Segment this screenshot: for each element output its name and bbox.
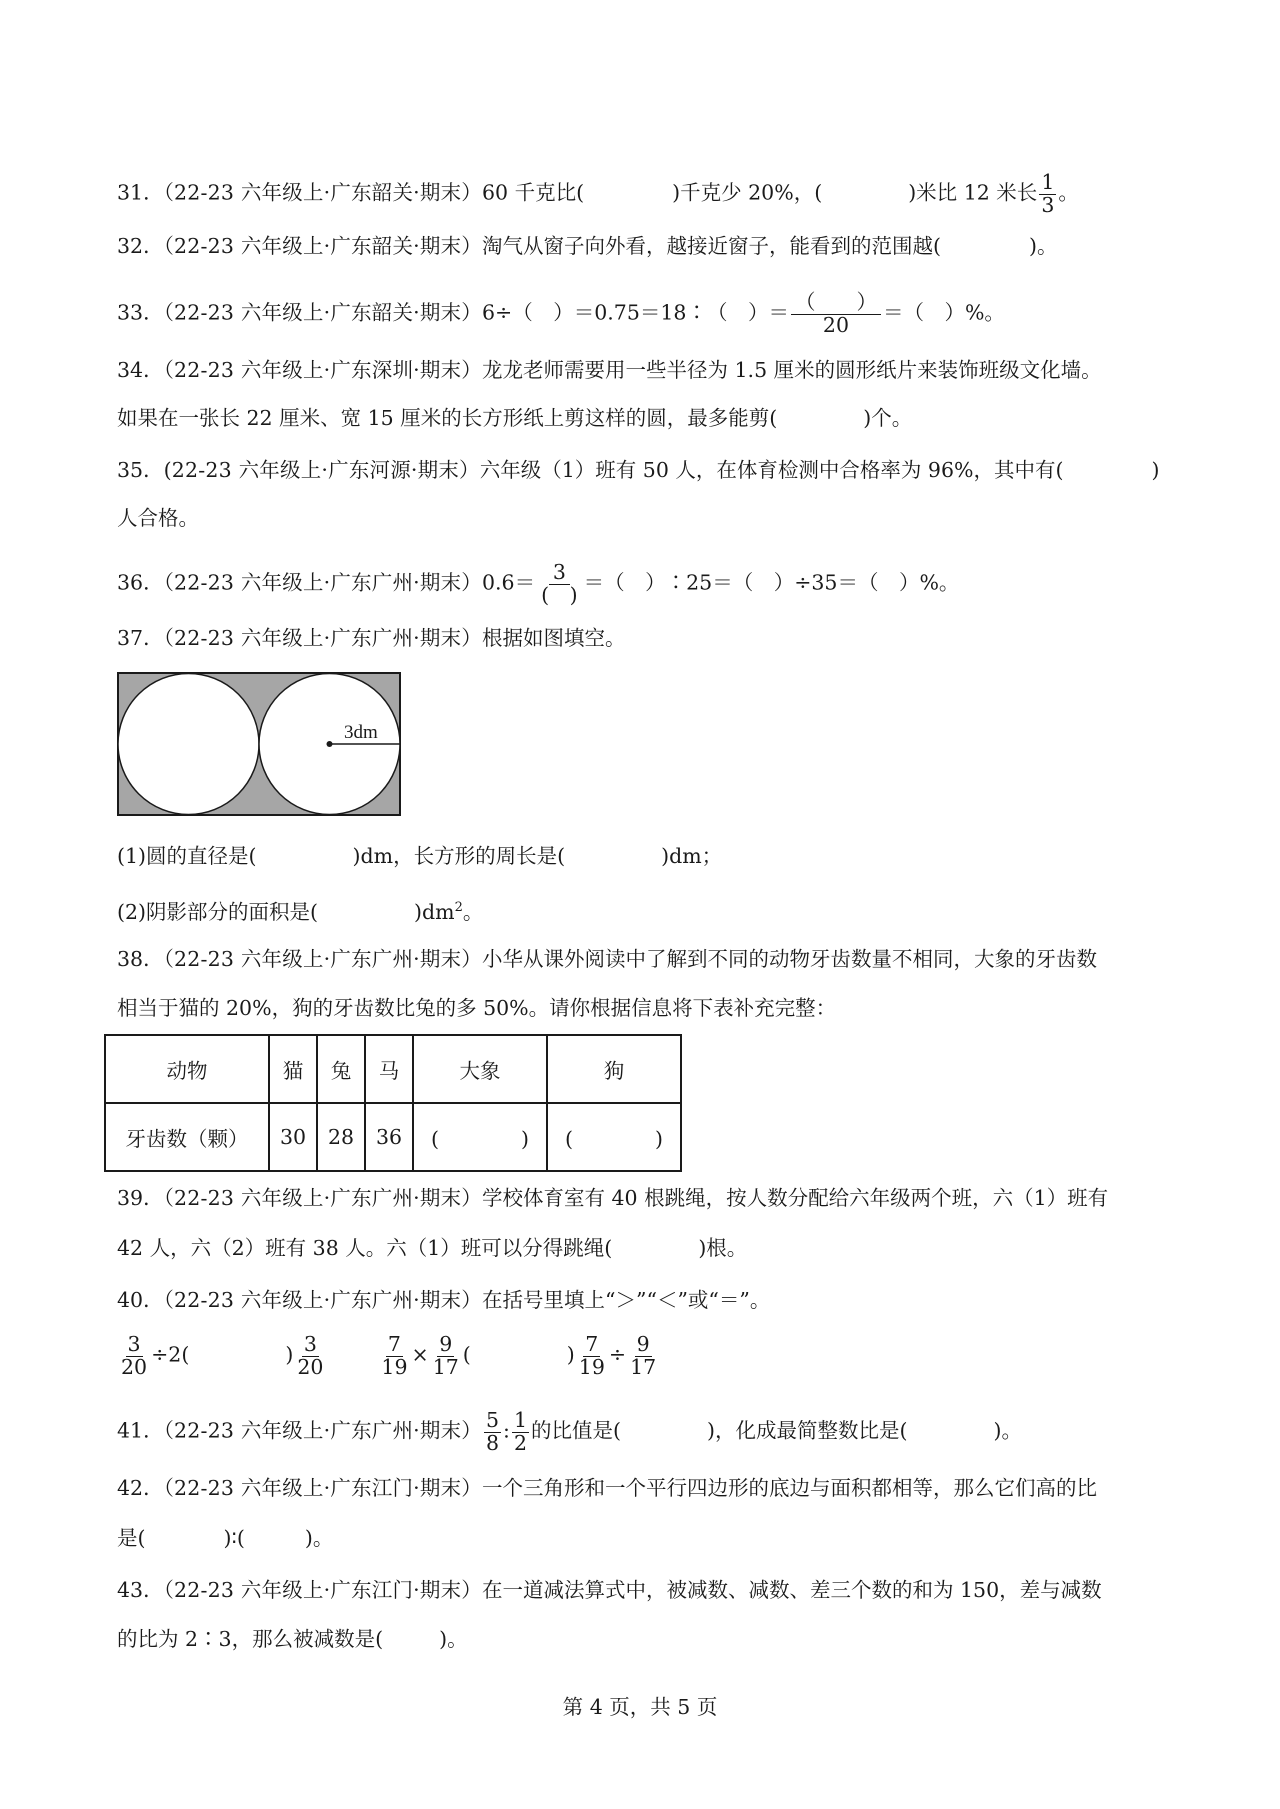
fraction-numerator: 9 [439,1332,453,1356]
question-text: 淘气从窗子向外看，越接近窗子，能看到的范围越( [482,234,941,258]
question-text: 在一道减法算式中，被减数、减数、差三个数的和为 150，差与减数 [482,1578,1102,1602]
expression-text: ÷2( [151,1342,190,1367]
question-source: （22-23 六年级上·广东广州·期末） [163,570,482,595]
question-text: 相当于猫的 20%，狗的牙齿数比兔的多 50%。请你根据信息将下表补充完整： [117,996,837,1020]
question-text: 60 千克比( [482,180,585,205]
expression-text: ) [566,1342,575,1367]
fraction-denominator: 19 [381,1354,408,1379]
table-cell: 30 [269,1103,317,1171]
expression-text: ÷ [608,1342,627,1367]
question-text: )。 [439,1627,468,1651]
question-number: 32． [117,234,164,258]
fraction-numerator: 5 [486,1408,500,1432]
question-38-line-2 [117,994,836,1022]
question-number: 34． [117,358,164,382]
question-source: （22-23 六年级上·广东广州·期末） [163,1288,482,1312]
expression-text: ( [462,1342,471,1367]
fraction-denominator: 2 [513,1430,528,1455]
question-43-line-2 [117,1625,468,1653]
question-text: )根。 [698,1236,748,1260]
fraction-denominator: 20 [822,312,849,337]
question-number: 38． [117,947,164,971]
fraction [379,1334,409,1378]
question-33 [117,292,1005,336]
question-number: 40． [117,1288,164,1312]
question-text: )dm； [661,844,723,868]
question-37 [117,624,626,652]
fraction-numerator: 3 [303,1332,317,1356]
question-text: (1)圆的直径是( [117,844,257,868]
fraction [1039,172,1056,216]
question-42-line-2 [117,1524,333,1552]
ratio-colon: : [503,1418,510,1443]
question-text: )dm，长方形的周长是( [352,844,566,868]
question-text: 一个三角形和一个平行四边形的底边与面积都相等，那么它们高的比 [482,1476,1097,1500]
fraction [577,1334,607,1378]
question-text: )∶( [223,1526,245,1550]
question-39-line-2 [117,1234,747,1262]
fraction-denominator: 19 [578,1354,605,1379]
question-35 [117,456,1160,484]
table-row [105,1103,681,1171]
fraction [537,562,582,606]
table-header-row [105,1035,681,1103]
question-source: （22-23 六年级上·广东广州·期末） [163,1418,482,1443]
question-text: )个。 [863,406,913,430]
question-34-line-2 [117,404,912,432]
teeth-table [104,1034,682,1172]
question-source: （22-23 六年级上·广东广州·期末） [163,947,482,971]
question-41 [117,1410,1022,1454]
fraction-denominator[interactable]: ( ) [541,582,578,607]
table-header-cell: 大象 [413,1035,547,1103]
expression-text: ) [285,1342,294,1367]
question-text: 在括号里填上“＞”“＜”或“＝”。 [482,1288,771,1312]
question-text: ) [1151,458,1160,482]
answer-cell[interactable]: ( ) [547,1103,681,1171]
fraction-numerator: 1 [1041,170,1055,194]
fraction [791,292,881,336]
question-text: 42 人，六（2）班有 38 人。六（1）班可以分得跳绳( [117,1236,613,1260]
question-source: （22-23 六年级上·广东韶关·期末） [163,234,482,258]
fraction-numerator: 3 [127,1332,141,1356]
table-cell: 牙齿数（颗） [105,1103,269,1171]
question-32 [117,232,1058,260]
question-number: 36． [117,570,164,595]
question-text: )，化成最简整数比是( [707,1418,908,1443]
question-number: 39． [117,1186,164,1210]
question-number: 41． [117,1418,164,1443]
question-number: 33． [117,300,164,325]
question-text: 根据如图填空。 [482,626,626,650]
question-38 [117,945,1097,973]
question-number: 35． [117,458,164,482]
expression-text: × [411,1342,429,1367]
question-36 [117,562,959,606]
fraction-denominator: 8 [486,1430,500,1455]
question-37-sub-2 [117,894,483,926]
fraction [119,1334,149,1378]
question-42 [117,1474,1097,1502]
table-cell: 36 [365,1103,413,1171]
question-text: 的比值是( [531,1418,622,1443]
question-text: 龙龙老师需要用一些半径为 1.5 厘米的圆形纸片来装饰班级文化墙。 [482,358,1102,382]
fraction [628,1334,658,1378]
question-text: 小华从课外阅读中了解到不同的动物牙齿数量不相同，大象的牙齿数 [482,947,1097,971]
question-source: （22-23 六年级上·广东广州·期末） [163,626,482,650]
circles-figure [117,672,401,818]
fraction-denominator: 17 [630,1354,657,1379]
fraction-denominator: 20 [121,1354,148,1379]
question-43 [117,1576,1102,1604]
question-text: )。 [304,1526,334,1550]
question-text: 。 [1058,180,1079,205]
fraction-numerator: 3 [549,562,570,585]
question-text: )。 [1029,234,1058,258]
question-31 [117,172,1079,216]
question-40-expressions [117,1334,660,1378]
fraction-denominator: 17 [432,1354,459,1379]
question-text: )。 [993,1418,1023,1443]
question-text: 人合格。 [117,506,199,530]
question-number: 42． [117,1476,164,1500]
left-circle [118,674,259,815]
question-source: （22-23 六年级上·广东韶关·期末） [163,180,482,205]
question-source: （22-23 六年级上·广东广州·期末） [163,1186,482,1210]
fraction [431,1334,461,1378]
question-source: （22-23 六年级上·广东江门·期末） [163,1476,482,1500]
fraction [512,1410,529,1454]
question-source: （22-23 六年级上·广东韶关·期末） [163,300,482,325]
question-text: 的比为 2∶3，那么被减数是( [117,1627,384,1651]
question-text: 0.6＝ [482,570,536,595]
table-header-cell: 猫 [269,1035,317,1103]
fraction-numerator[interactable]: （ ） [791,292,881,315]
question-source: (22-23 六年级上·广东河源·期末） [163,458,480,482]
question-text: ＝（ ）%。 [882,300,1005,325]
question-text: 六年级（1）班有 50 人，在体育检测中合格率为 96%，其中有( [479,458,1064,482]
question-text: ＝（ ）∶25＝（ ）÷35＝（ ）%。 [583,570,960,595]
fraction [295,1334,325,1378]
question-37-sub-1 [117,842,722,870]
question-text: )dm [414,899,455,924]
question-34 [117,356,1102,384]
fraction [484,1410,501,1454]
question-text: (2)阴影部分的面积是( [117,899,319,924]
page-footer: 第 4 页，共 5 页 [562,1695,718,1719]
exponent: 2 [454,900,463,915]
table-cell: 28 [317,1103,365,1171]
question-text: 如果在一张长 22 厘米、宽 15 厘米的长方形纸上剪这样的圆，最多能剪( [117,406,778,430]
question-39 [117,1184,1108,1212]
answer-cell[interactable]: ( ) [413,1103,547,1171]
question-source: （22-23 六年级上·广东江门·期末） [163,1578,482,1602]
fraction-denominator: 20 [297,1354,324,1379]
question-number: 43． [117,1578,164,1602]
question-35-line-2 [117,504,199,532]
question-text: )米比 12 米长 [908,180,1038,205]
question-text: 6÷（ ）＝0.75＝18∶（ ）＝ [482,300,789,325]
question-text: )千克少 20%，( [672,180,823,205]
table-header-cell: 狗 [547,1035,681,1103]
table-header-cell: 动物 [105,1035,269,1103]
question-number: 37． [117,626,164,650]
question-text: 。 [462,899,484,924]
question-source: （22-23 六年级上·广东深圳·期末） [163,358,482,382]
fraction-numerator: 7 [387,1332,401,1356]
fraction-numerator: 9 [636,1332,650,1356]
question-number: 31． [117,180,164,205]
question-text: 学校体育室有 40 根跳绳，按人数分配给六年级两个班，六（1）班有 [482,1186,1109,1210]
table-header-cell: 马 [365,1035,413,1103]
fraction-denominator: 3 [1041,192,1055,217]
radius-label: 3dm [344,722,378,743]
fraction-numerator: 7 [585,1332,599,1356]
table-header-cell: 兔 [317,1035,365,1103]
fraction-numerator: 1 [513,1408,528,1432]
question-text: 是( [117,1526,146,1550]
question-40 [117,1286,770,1314]
